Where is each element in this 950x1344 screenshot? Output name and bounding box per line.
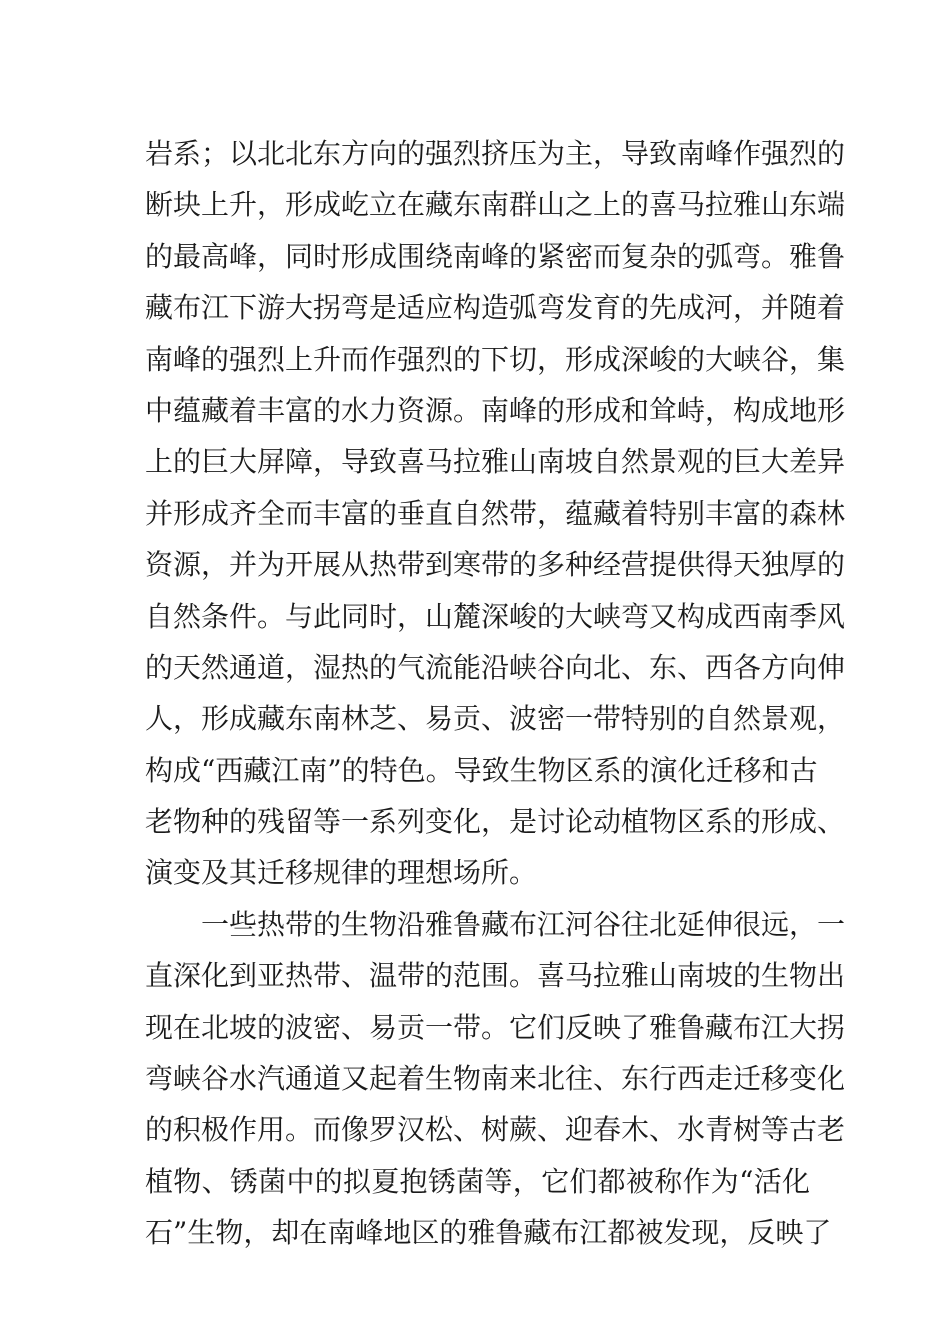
paragraph-2	[145, 899, 846, 1259]
text-line: 的积极作用。而像罗汉松、树蕨、迎春木、水青树等古老	[145, 1113, 846, 1147]
text-line: 构成“西藏江南”的特色。导致生物区系的演化迁移和古	[145, 753, 818, 787]
text-line: 上的巨大屏障，导致喜马拉雅山南坡自然景观的巨大差异	[145, 445, 846, 479]
text-line: 资源，并为开展从热带到寒带的多种经营提供得天独厚的	[145, 548, 846, 582]
text-line: 弯峡谷水汽通道又起着生物南来北往、东行西走迁移变化	[145, 1062, 846, 1096]
text-line: 断块上升，形成屹立在藏东南群山之上的喜马拉雅山东端	[145, 188, 846, 222]
text-line: 现在北坡的波密、易贡一带。它们反映了雅鲁藏布江大拐	[145, 1010, 846, 1044]
text-line: 一些热带的生物沿雅鲁藏布江河谷往北延伸很远，一	[201, 907, 846, 941]
text-line: 自然条件。与此同时，山麓深峻的大峡弯又构成西南季风	[145, 599, 846, 633]
text-line: 植物、锈菌中的拟夏抱锈菌等，它们都被称作为“活化	[145, 1164, 810, 1198]
text-line: 岩系；以北北东方向的强烈挤压为主，导致南峰作强烈的	[145, 137, 846, 170]
paragraph-1	[145, 128, 846, 899]
text-line: 中蕴藏着丰富的水力资源。南峰的形成和耸峙，构成地形	[145, 393, 846, 427]
text-line: 石”生物，却在南峰地区的雅鲁藏布江都被发现，反映了	[145, 1216, 832, 1250]
text-line: 老物种的残留等一系列变化，是讨论动植物区系的形成、	[145, 805, 846, 839]
text-line: 的天然通道，湿热的气流能沿峡谷向北、东、西各方向伸	[145, 650, 846, 684]
text-line: 并形成齐全而丰富的垂直自然带，蕴藏着特别丰富的森林	[145, 496, 846, 530]
body-text	[145, 128, 846, 1259]
text-line: 直深化到亚热带、温带的范围。喜马拉雅山南坡的生物出	[145, 959, 846, 993]
text-line: 藏布江下游大拐弯是适应构造弧弯发育的先成河，并随着	[145, 291, 846, 325]
text-line: 的最高峰，同时形成围绕南峰的紧密而复杂的弧弯。雅鲁	[145, 239, 846, 273]
text-line: 南峰的强烈上升而作强烈的下切，形成深峻的大峡谷，集	[145, 342, 846, 376]
text-line: 人，形成藏东南林芝、易贡、波密一带特别的自然景观，	[145, 702, 846, 736]
text-line: 演变及其迁移规律的理想场所。	[145, 856, 538, 890]
